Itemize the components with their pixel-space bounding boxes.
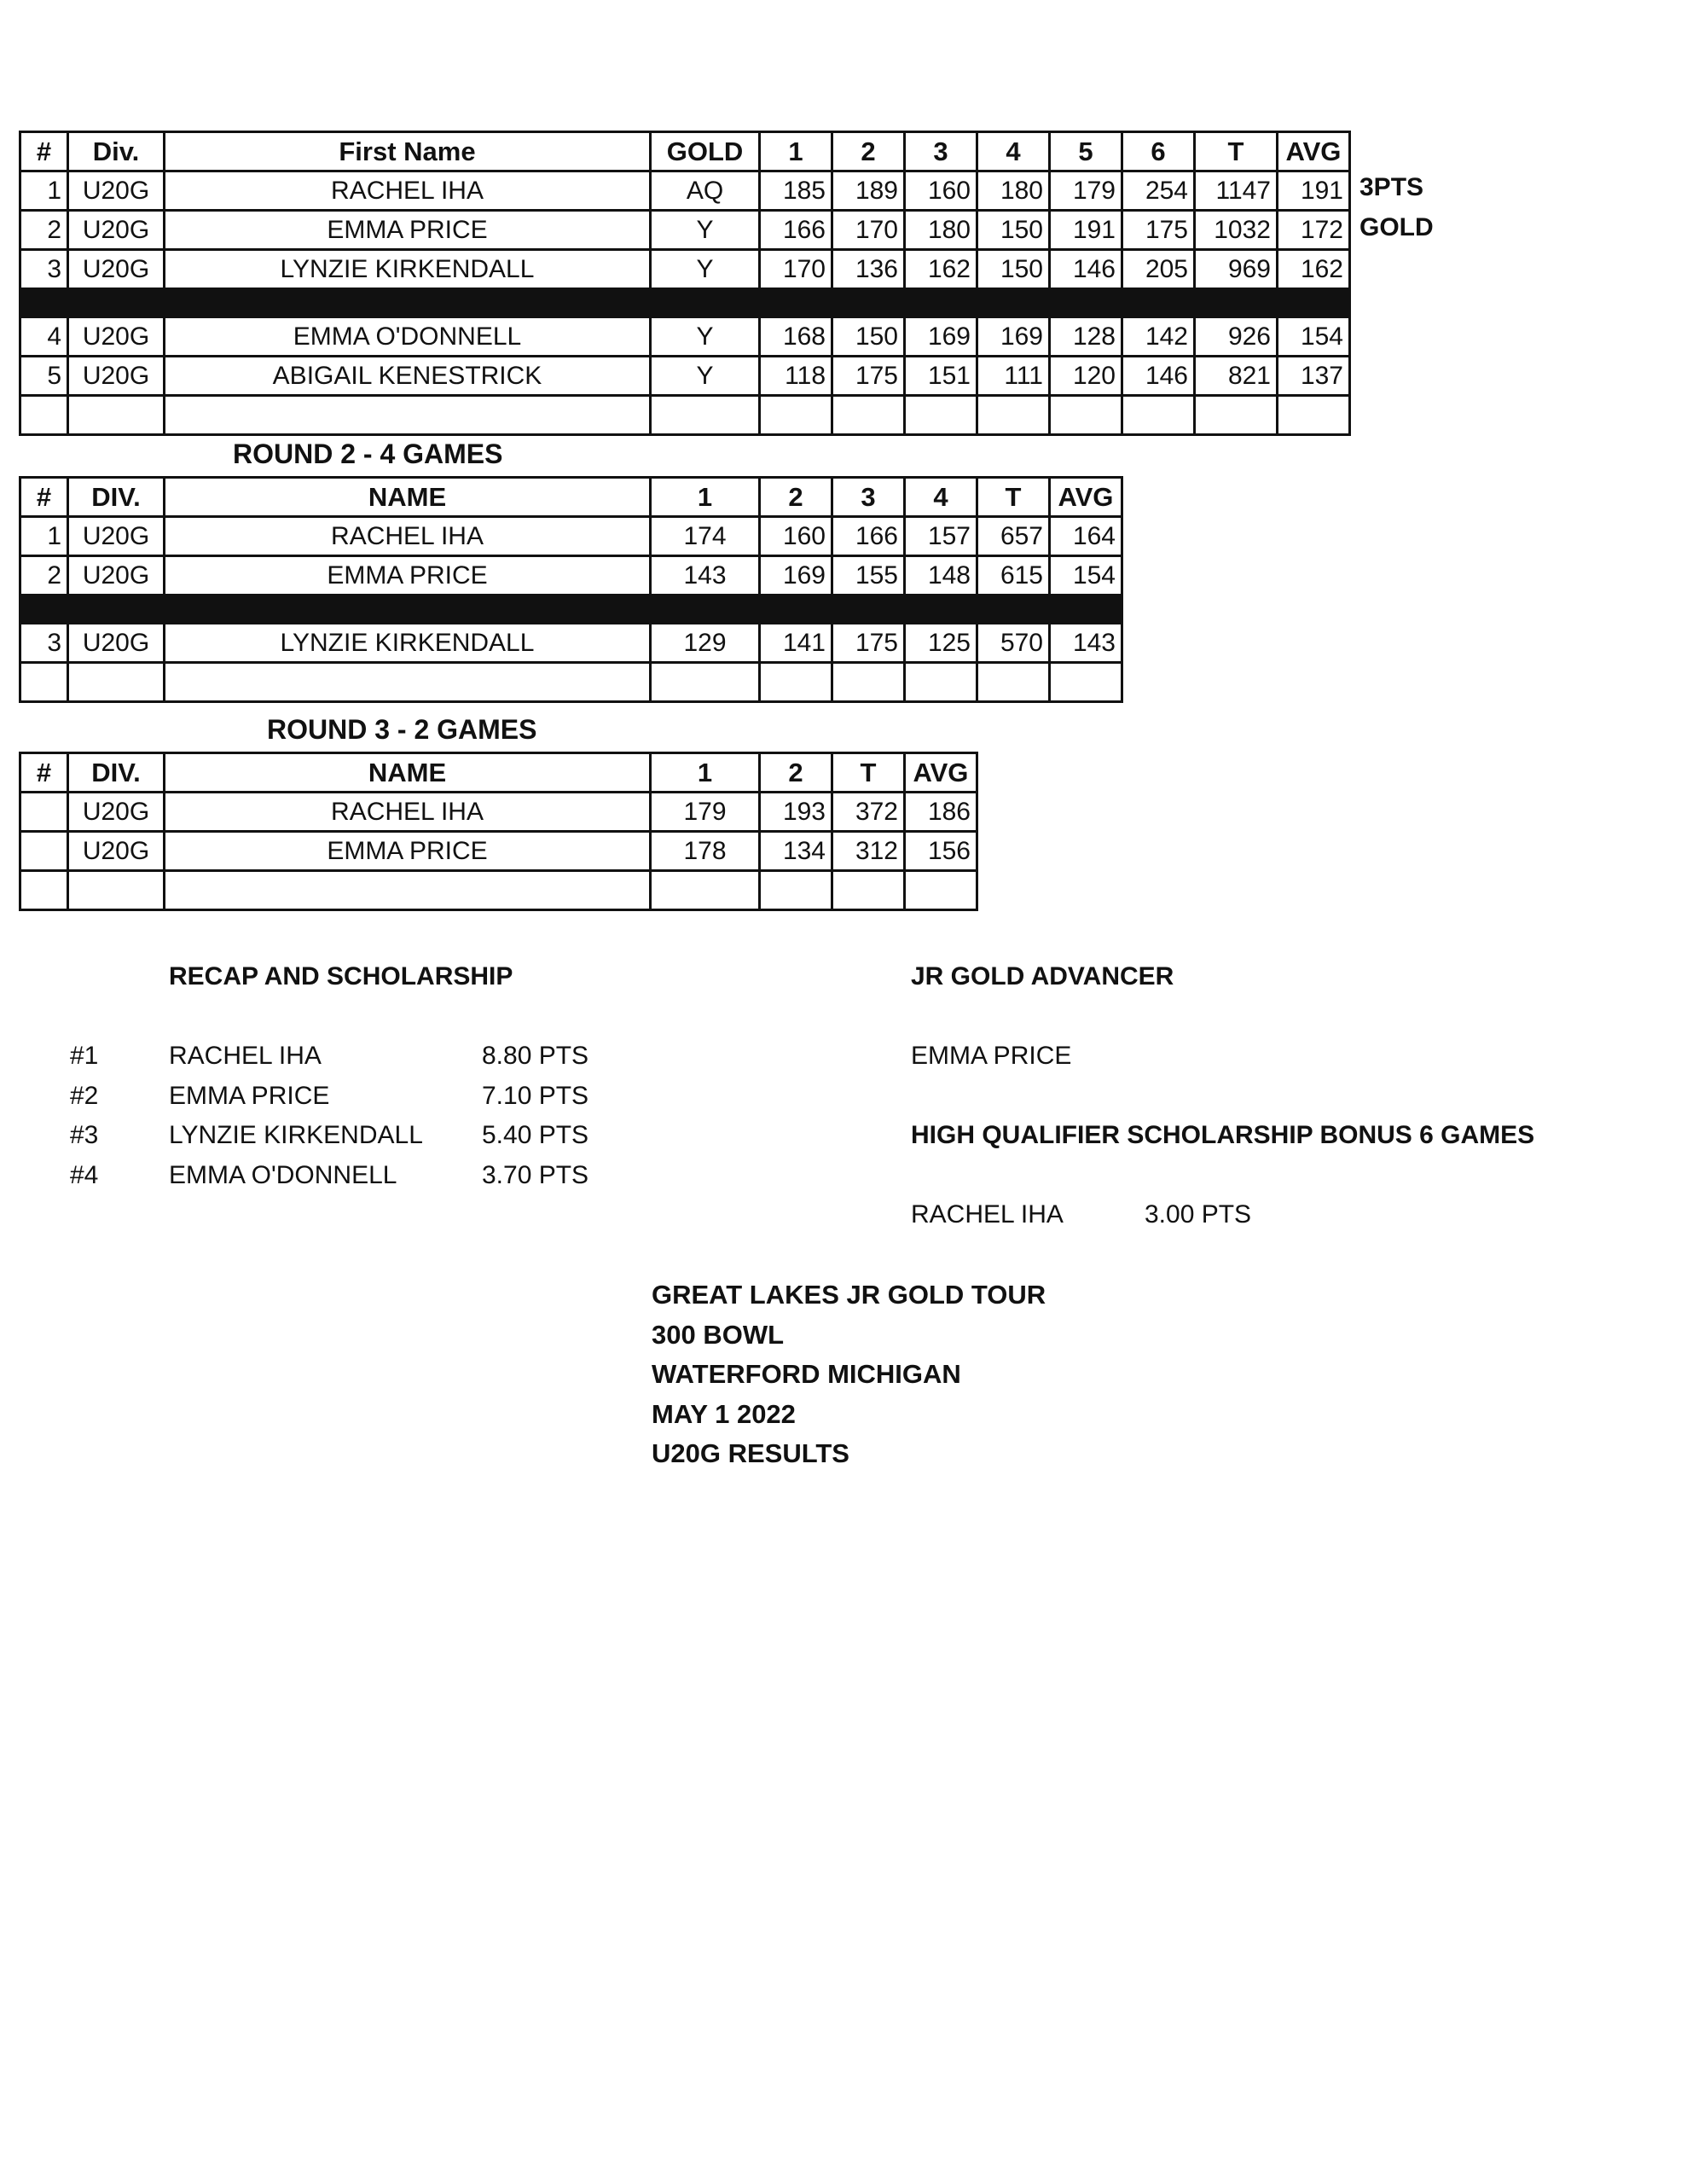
separator-bar (20, 289, 1350, 317)
column-header: 6 (1122, 132, 1195, 171)
table-cell: 193 (760, 793, 832, 832)
table-cell: 151 (905, 357, 977, 396)
empty-cell (68, 871, 165, 910)
table-cell: U20G (68, 793, 165, 832)
empty-cell (651, 396, 760, 435)
table-cell: EMMA O'DONNELL (165, 317, 651, 357)
table-cell: 570 (977, 624, 1050, 663)
column-header: 3 (905, 132, 977, 171)
table-cell: 178 (651, 832, 760, 871)
note-gold: GOLD (1359, 213, 1434, 241)
table-cell: Y (651, 317, 760, 357)
table-cell: 3 (20, 250, 68, 289)
table-cell: 129 (651, 624, 760, 663)
empty-cell (165, 396, 651, 435)
table-cell: 120 (1050, 357, 1122, 396)
empty-cell (832, 871, 905, 910)
table-cell: 146 (1050, 250, 1122, 289)
column-header: 3 (832, 478, 905, 517)
header-row (20, 478, 1122, 517)
recap-name: RACHEL IHA (169, 1042, 322, 1070)
advancer-heading: JR GOLD ADVANCER (911, 962, 1174, 990)
empty-cell (1278, 396, 1350, 435)
empty-cell (20, 663, 68, 702)
empty-cell (1122, 396, 1195, 435)
empty-cell (1195, 396, 1278, 435)
empty-cell (651, 663, 760, 702)
column-header: T (1195, 132, 1278, 171)
table-cell: 118 (760, 357, 832, 396)
empty-cell (905, 871, 977, 910)
column-header: 2 (832, 132, 905, 171)
table-cell: 166 (832, 517, 905, 556)
table-cell: 150 (832, 317, 905, 357)
column-header: 2 (760, 478, 832, 517)
table-row (20, 793, 977, 832)
table-cell: 111 (977, 357, 1050, 396)
bonus-name: RACHEL IHA (911, 1200, 1064, 1228)
column-header: 5 (1050, 132, 1122, 171)
column-header: 1 (651, 753, 760, 793)
table-cell: 154 (1050, 556, 1122, 595)
table-cell: 191 (1278, 171, 1350, 211)
empty-cell (651, 871, 760, 910)
table-cell: 150 (977, 211, 1050, 250)
table-cell: RACHEL IHA (165, 517, 651, 556)
event-info-line: MAY 1 2022 (652, 1398, 796, 1429)
table-cell: 157 (905, 517, 977, 556)
table-cell: U20G (68, 211, 165, 250)
column-header: DIV. (68, 753, 165, 793)
event-info-line: U20G RESULTS (652, 1438, 849, 1468)
column-header: AVG (1050, 478, 1122, 517)
recap-points: 7.10 PTS (482, 1081, 589, 1110)
table-cell: 146 (1122, 357, 1195, 396)
table-cell: U20G (68, 357, 165, 396)
table-cell: EMMA PRICE (165, 832, 651, 871)
table-cell: ABIGAIL KENESTRICK (165, 357, 651, 396)
table-cell: 969 (1195, 250, 1278, 289)
table-row (20, 171, 1350, 211)
table-cell: 156 (905, 832, 977, 871)
table-cell: 186 (905, 793, 977, 832)
table-cell: 148 (905, 556, 977, 595)
empty-cell (832, 396, 905, 435)
table-cell: 926 (1195, 317, 1278, 357)
table-cell: 166 (760, 211, 832, 250)
round1-table (19, 131, 1351, 436)
separator-cell (20, 595, 1122, 624)
recap-rank: #2 (70, 1081, 99, 1110)
column-header: T (832, 753, 905, 793)
column-header: DIV. (68, 478, 165, 517)
round3-title: ROUND 3 - 2 GAMES (267, 714, 537, 745)
table-cell: 134 (760, 832, 832, 871)
column-header: Div. (68, 132, 165, 171)
table-cell: 1032 (1195, 211, 1278, 250)
table-cell: 169 (977, 317, 1050, 357)
table-cell: U20G (68, 832, 165, 871)
empty-cell (977, 663, 1050, 702)
recap-name: EMMA PRICE (169, 1081, 330, 1110)
recap-rank: #4 (70, 1160, 99, 1189)
table-cell: 169 (760, 556, 832, 595)
note-3pts: 3PTS (1359, 173, 1424, 201)
empty-cell (905, 663, 977, 702)
table-row (20, 624, 1122, 663)
table-cell: 657 (977, 517, 1050, 556)
header-row (20, 753, 977, 793)
table-cell: U20G (68, 517, 165, 556)
column-header: # (20, 753, 68, 793)
column-header: First Name (165, 132, 651, 171)
column-header: 4 (977, 132, 1050, 171)
table-cell: 160 (760, 517, 832, 556)
table-cell: 175 (832, 357, 905, 396)
table-cell: LYNZIE KIRKENDALL (165, 624, 651, 663)
blank-row (20, 396, 1350, 435)
table-cell: U20G (68, 556, 165, 595)
empty-cell (20, 396, 68, 435)
recap-points: 5.40 PTS (482, 1121, 589, 1149)
blank-row (20, 663, 1122, 702)
bonus-pts: 3.00 PTS (1145, 1200, 1252, 1228)
table-cell: 180 (977, 171, 1050, 211)
table-cell: 821 (1195, 357, 1278, 396)
empty-cell (1050, 396, 1122, 435)
column-header: 1 (651, 478, 760, 517)
table-cell: 128 (1050, 317, 1122, 357)
table-cell: U20G (68, 250, 165, 289)
table-cell: 175 (832, 624, 905, 663)
header-row (20, 132, 1350, 171)
table-cell: 174 (651, 517, 760, 556)
column-header: NAME (165, 478, 651, 517)
table-cell: 170 (832, 211, 905, 250)
table-cell: AQ (651, 171, 760, 211)
recap-points: 8.80 PTS (482, 1042, 589, 1070)
table-cell: 160 (905, 171, 977, 211)
table-cell: 143 (651, 556, 760, 595)
blank-row (20, 871, 977, 910)
column-header: AVG (905, 753, 977, 793)
table-cell: 162 (1278, 250, 1350, 289)
table-cell: U20G (68, 171, 165, 211)
empty-cell (832, 663, 905, 702)
column-header: GOLD (651, 132, 760, 171)
table-cell: RACHEL IHA (165, 793, 651, 832)
table-cell: 1147 (1195, 171, 1278, 211)
table-cell: 170 (760, 250, 832, 289)
table-cell: 615 (977, 556, 1050, 595)
table-cell: U20G (68, 624, 165, 663)
separator-cell (20, 289, 1350, 317)
column-header: # (20, 132, 68, 171)
round2-title: ROUND 2 - 4 GAMES (233, 439, 503, 469)
event-info-line: 300 BOWL (652, 1319, 785, 1350)
table-cell: 189 (832, 171, 905, 211)
table-cell: 150 (977, 250, 1050, 289)
table-cell: Y (651, 211, 760, 250)
event-info-line: GREAT LAKES JR GOLD TOUR (652, 1280, 1046, 1310)
empty-cell (977, 396, 1050, 435)
table-cell: 254 (1122, 171, 1195, 211)
empty-cell (68, 396, 165, 435)
recap-rank: #1 (70, 1042, 99, 1070)
table-cell: 169 (905, 317, 977, 357)
table-cell: 5 (20, 357, 68, 396)
table-cell: 4 (20, 317, 68, 357)
empty-cell (760, 663, 832, 702)
table-cell: 2 (20, 211, 68, 250)
recap-rank: #3 (70, 1121, 99, 1149)
table-row (20, 317, 1350, 357)
table-row (20, 517, 1122, 556)
table-cell: 191 (1050, 211, 1122, 250)
table-cell: 141 (760, 624, 832, 663)
table-cell: Y (651, 357, 760, 396)
column-header: 4 (905, 478, 977, 517)
table-cell: EMMA PRICE (165, 556, 651, 595)
table-cell: 180 (905, 211, 977, 250)
table-cell: 143 (1050, 624, 1122, 663)
column-header: # (20, 478, 68, 517)
table-cell: 372 (832, 793, 905, 832)
table-cell: 185 (760, 171, 832, 211)
table-cell: 168 (760, 317, 832, 357)
table-cell: 179 (651, 793, 760, 832)
table-cell: 3 (20, 624, 68, 663)
table-row (20, 556, 1122, 595)
table-row (20, 832, 977, 871)
event-info-line: WATERFORD MICHIGAN (652, 1359, 961, 1389)
separator-bar (20, 595, 1122, 624)
table-cell: 2 (20, 556, 68, 595)
column-header: AVG (1278, 132, 1350, 171)
table-cell: LYNZIE KIRKENDALL (165, 250, 651, 289)
empty-cell (68, 663, 165, 702)
table-row (20, 357, 1350, 396)
empty-cell (165, 663, 651, 702)
recap-points: 3.70 PTS (482, 1160, 589, 1189)
empty-cell (905, 396, 977, 435)
round3-table (19, 752, 978, 911)
column-header: NAME (165, 753, 651, 793)
table-cell: EMMA PRICE (165, 211, 651, 250)
recap-name: EMMA O'DONNELL (169, 1160, 397, 1189)
table-cell: 175 (1122, 211, 1195, 250)
table-cell: U20G (68, 317, 165, 357)
empty-cell (165, 871, 651, 910)
table-row (20, 211, 1350, 250)
table-cell: 312 (832, 832, 905, 871)
table-cell: 162 (905, 250, 977, 289)
empty-cell (760, 396, 832, 435)
table-cell: 155 (832, 556, 905, 595)
table-cell: RACHEL IHA (165, 171, 651, 211)
empty-cell (760, 871, 832, 910)
empty-cell (1050, 663, 1122, 702)
recap-heading: RECAP AND SCHOLARSHIP (169, 962, 513, 990)
round2-table (19, 476, 1123, 703)
bonus-heading: HIGH QUALIFIER SCHOLARSHIP BONUS 6 GAMES (911, 1121, 1535, 1149)
table-cell: 137 (1278, 357, 1350, 396)
table-cell: 142 (1122, 317, 1195, 357)
table-cell: 205 (1122, 250, 1195, 289)
empty-cell (20, 871, 68, 910)
table-cell: Y (651, 250, 760, 289)
table-cell: 164 (1050, 517, 1122, 556)
recap-name: LYNZIE KIRKENDALL (169, 1121, 423, 1149)
advancer-name: EMMA PRICE (911, 1042, 1072, 1070)
table-cell: 154 (1278, 317, 1350, 357)
table-cell (20, 793, 68, 832)
column-header: T (977, 478, 1050, 517)
table-cell: 125 (905, 624, 977, 663)
table-cell: 179 (1050, 171, 1122, 211)
table-cell: 136 (832, 250, 905, 289)
table-row (20, 250, 1350, 289)
table-cell: 172 (1278, 211, 1350, 250)
table-cell: 1 (20, 171, 68, 211)
table-cell (20, 832, 68, 871)
column-header: 1 (760, 132, 832, 171)
table-cell: 1 (20, 517, 68, 556)
column-header: 2 (760, 753, 832, 793)
